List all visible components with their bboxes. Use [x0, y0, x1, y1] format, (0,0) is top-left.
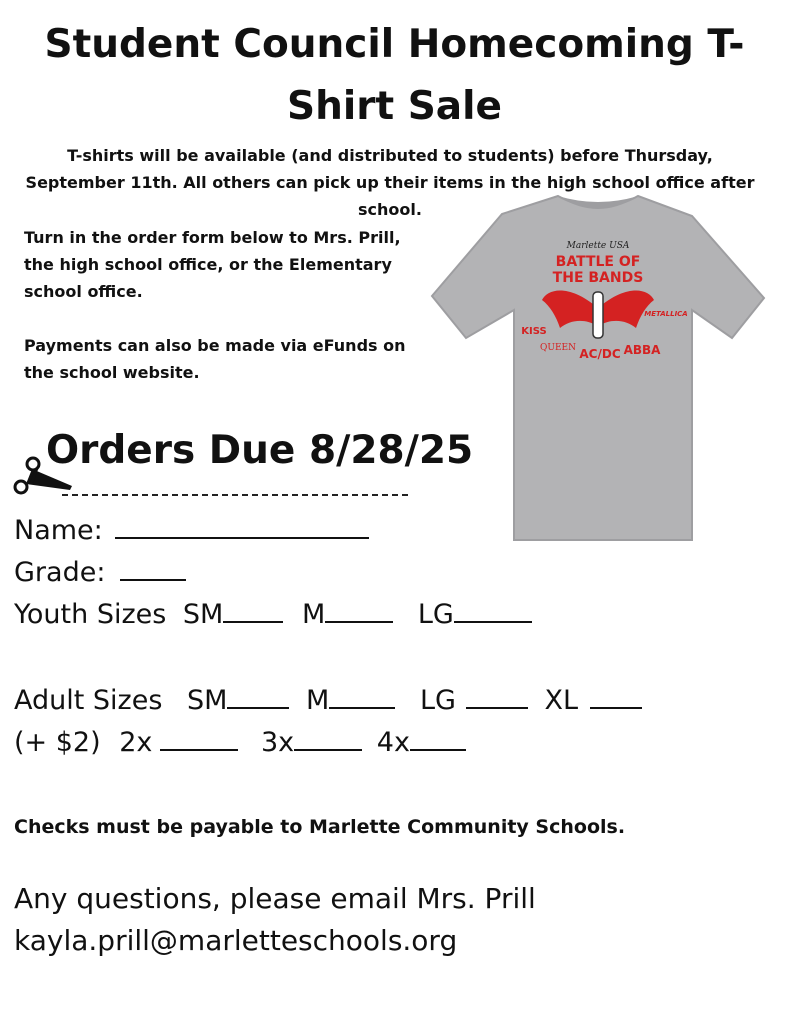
adult-m-field[interactable]: [329, 680, 395, 709]
orders-due-heading: Orders Due 8/28/25: [46, 428, 474, 473]
title-line-2: Shirt Sale: [287, 84, 502, 129]
instructions: [24, 224, 424, 386]
guitar-icon: [593, 292, 603, 338]
adult-size-sm-label: SM: [187, 685, 228, 716]
name-label: Name:: [14, 515, 103, 546]
extra-cost-label: (+ $2): [14, 727, 101, 758]
adult-size-m-label: M: [306, 685, 330, 716]
name-field[interactable]: [115, 510, 369, 539]
youth-size-lg-label: LG: [417, 599, 454, 630]
youth-m-field[interactable]: [325, 594, 393, 623]
size-3x-label: 3x: [261, 727, 295, 758]
name-row: [14, 510, 774, 552]
youth-sizes-label: Youth Sizes: [14, 599, 167, 630]
contact-line: Any questions, please email Mrs. Prill: [14, 882, 536, 915]
adult-lg-field[interactable]: [466, 680, 528, 709]
band-queen: QUEEN: [540, 343, 576, 353]
band-metallica: METALLICA: [644, 310, 688, 318]
youth-size-m-label: M: [301, 599, 326, 630]
shirt-title-line-1: BATTLE OF: [555, 254, 641, 270]
contact-info: [14, 878, 536, 962]
grade-label: Grade:: [14, 557, 106, 588]
size-3x-field[interactable]: [294, 722, 362, 751]
youth-size-sm-label: SM: [182, 599, 224, 630]
grade-field[interactable]: [120, 552, 186, 581]
youth-sizes-row: [14, 594, 774, 636]
adult-size-lg-label: LG: [419, 685, 456, 716]
shirt-title-line-2: THE BANDS: [552, 270, 644, 286]
adult-sizes-row: [14, 680, 774, 722]
turn-in-text: Turn in the order form below to Mrs. Prill, the high school office, or the Elementary school office.: [24, 228, 401, 301]
page-title: [0, 14, 789, 138]
order-form: [14, 510, 774, 764]
adult-sm-field[interactable]: [227, 680, 289, 709]
checks-payable-text: Checks must be payable to Marlette Community Schools.: [14, 816, 626, 838]
youth-lg-field[interactable]: [454, 594, 532, 623]
intro-text: T-shirts will be available (and distributed to students) before Thursday, September 11th. All others can pick up their items in the high school office after school.: [25, 146, 755, 219]
size-4x-label: 4x: [376, 727, 410, 758]
size-4x-field[interactable]: [410, 722, 466, 751]
payments-text: Payments can also be made via eFunds on the school website.: [24, 336, 406, 382]
grade-row: [14, 552, 774, 594]
cut-line: [62, 494, 408, 496]
scissors-icon: [10, 452, 82, 500]
adult-size-xl-label: XL: [544, 685, 579, 716]
extra-sizes-row: [14, 722, 774, 764]
adult-sizes-label: Adult Sizes: [14, 685, 163, 716]
band-acdc: AC/DC: [579, 347, 621, 361]
size-2x-field[interactable]: [160, 722, 238, 751]
contact-email[interactable]: kayla.prill@marletteschools.org: [14, 924, 458, 957]
youth-sm-field[interactable]: [223, 594, 283, 623]
band-abba: ABBA: [623, 343, 661, 357]
title-line-1: Student Council Homecoming T-: [44, 22, 745, 67]
band-kiss: KISS: [521, 326, 547, 337]
tshirt-image: [430, 188, 766, 548]
shirt-header-text: Marlette USA: [566, 241, 630, 251]
size-2x-label: 2x: [119, 727, 153, 758]
adult-xl-field[interactable]: [590, 680, 642, 709]
